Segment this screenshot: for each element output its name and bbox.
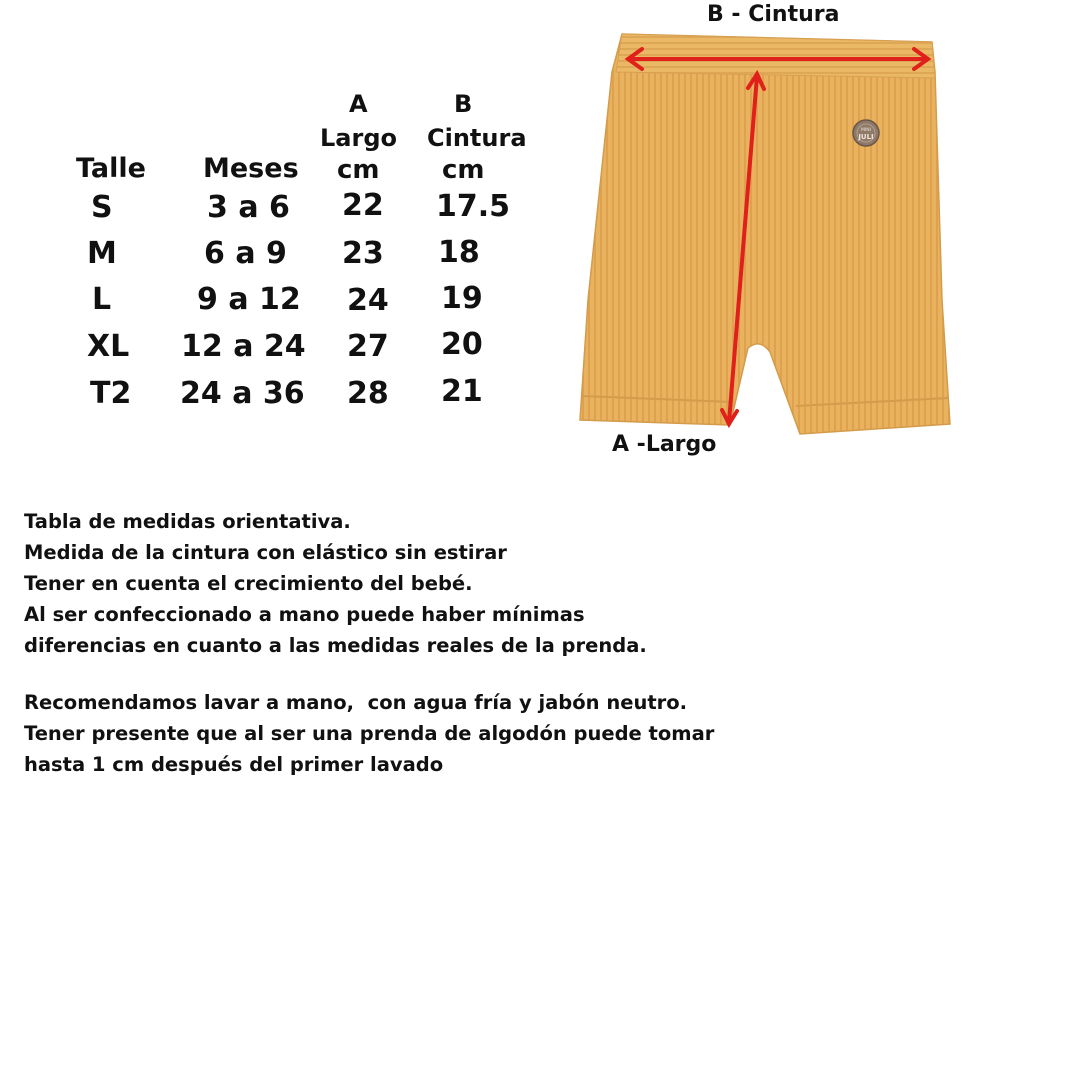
header-largo-name: Largo — [320, 124, 397, 152]
shorts-waistband — [616, 34, 935, 78]
table-cell-talle: M — [87, 236, 117, 271]
table-cell-talle: S — [91, 190, 113, 225]
note-line: Tener en cuenta el crecimiento del bebé. — [24, 572, 473, 595]
header-cintura-name: Cintura — [427, 124, 527, 152]
table-cell-largo: 24 — [347, 283, 389, 318]
header-cintura-letter: B — [454, 90, 473, 118]
header-cintura-unit: cm — [442, 155, 485, 185]
size-notes — [24, 506, 647, 661]
note-line: diferencias en cuanto a las medidas reales de la prenda. — [24, 634, 647, 657]
table-cell-cintura: 17.5 — [436, 189, 511, 224]
header-largo-unit: cm — [337, 155, 380, 185]
table-cell-talle: XL — [87, 329, 130, 364]
table-cell-cintura: 19 — [441, 281, 483, 316]
table-cell-meses: 9 a 12 — [197, 282, 301, 317]
care-line: Tener presente que al ser una prenda de algodón puede tomar — [24, 722, 715, 745]
table-cell-cintura: 20 — [441, 327, 483, 362]
label-largo: A -Largo — [612, 432, 717, 457]
table-cell-talle: L — [92, 282, 112, 317]
care-notes — [24, 687, 714, 780]
table-cell-meses: 24 a 36 — [180, 376, 305, 411]
table-cell-largo: 22 — [342, 188, 384, 223]
brand-tag-top: MINI — [861, 128, 871, 133]
label-cintura: B - Cintura — [707, 2, 840, 27]
table-cell-talle: T2 — [90, 376, 132, 411]
shorts-body — [580, 34, 950, 434]
care-line: Recomendamos lavar a mano, con agua fría y jabón neutro. — [24, 691, 688, 714]
table-cell-largo: 27 — [347, 329, 389, 364]
note-line: Medida de la cintura con elástico sin estirar — [24, 541, 507, 564]
note-line: Al ser confeccionado a mano puede haber mínimas — [24, 603, 585, 626]
header-meses: Meses — [203, 153, 299, 184]
note-line: Tabla de medidas orientativa. — [24, 510, 351, 533]
table-cell-cintura: 21 — [441, 374, 483, 409]
shorts-diagram — [560, 0, 980, 440]
care-line: hasta 1 cm después del primer lavado — [24, 753, 444, 776]
header-talle: Talle — [76, 153, 146, 184]
brand-tag — [853, 120, 879, 146]
table-cell-meses: 12 a 24 — [181, 329, 306, 364]
table-cell-meses: 3 a 6 — [207, 190, 290, 225]
table-cell-largo: 23 — [342, 236, 384, 271]
table-cell-meses: 6 a 9 — [204, 236, 287, 271]
header-largo-letter: A — [349, 90, 368, 118]
table-cell-largo: 28 — [347, 376, 389, 411]
brand-tag-bottom: JULI — [858, 133, 874, 141]
table-cell-cintura: 18 — [438, 235, 480, 270]
